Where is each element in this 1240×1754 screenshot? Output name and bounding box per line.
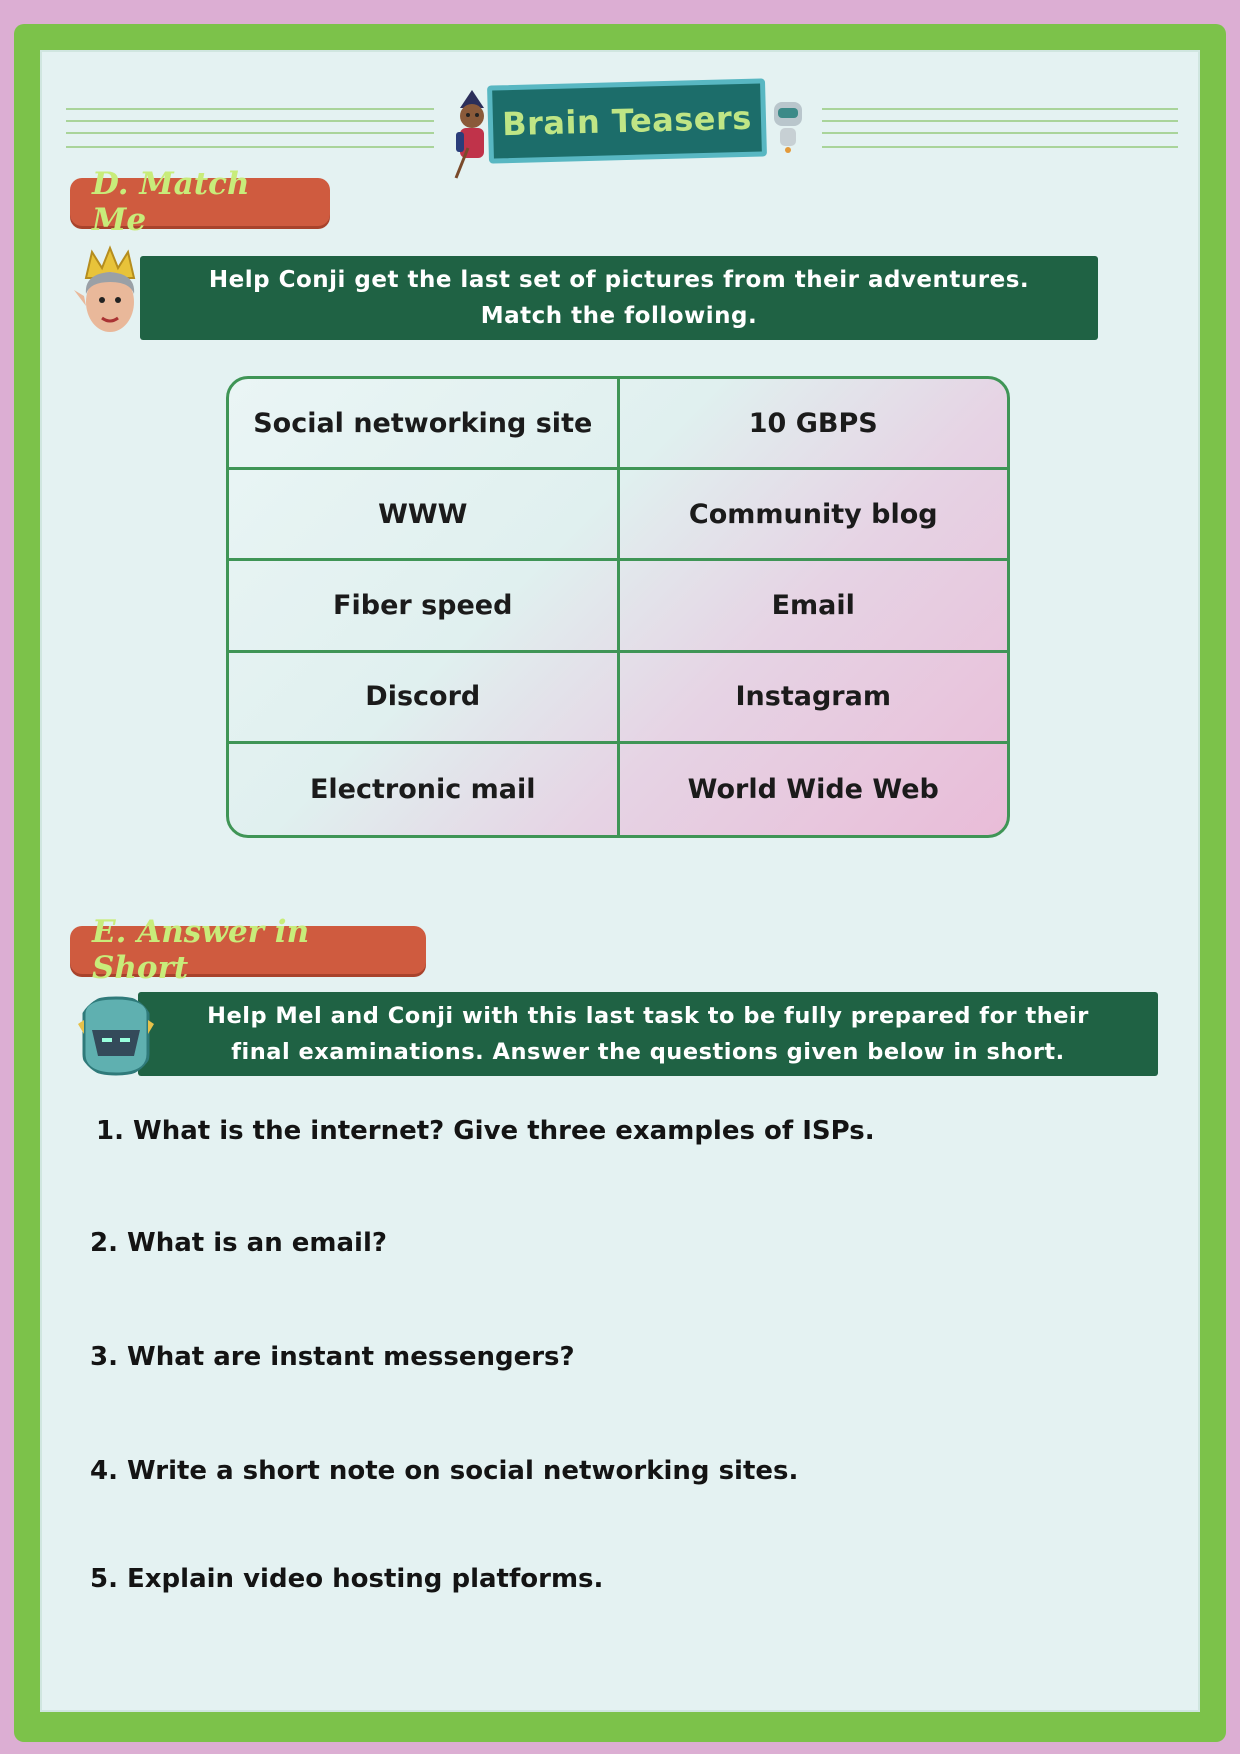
match-left-item: WWW bbox=[229, 470, 620, 558]
robot-mask-icon bbox=[76, 994, 156, 1078]
match-right-item: 10 GBPS bbox=[748, 407, 878, 439]
conji-character-icon bbox=[70, 244, 150, 344]
match-right-item: Community blog bbox=[688, 498, 938, 530]
question-item: 2. What is an email? bbox=[90, 1228, 387, 1258]
match-left-item: Fiber speed bbox=[229, 561, 620, 649]
section-e-instruction bbox=[138, 992, 1158, 1076]
section-e-instruction-line2: final examinations. Answer the questions given below in short. bbox=[231, 1039, 1065, 1065]
question-item: 1. What is the internet? Give three examples of ISPs. bbox=[96, 1116, 875, 1146]
match-row bbox=[229, 744, 1007, 835]
match-right-item: Instagram bbox=[735, 681, 891, 713]
robot-character-icon bbox=[768, 98, 808, 154]
question-item: 5. Explain video hosting platforms. bbox=[90, 1564, 604, 1594]
match-row bbox=[229, 470, 1007, 561]
section-d-instruction bbox=[140, 256, 1098, 340]
match-right-item: Email bbox=[771, 589, 855, 621]
header-lines-right bbox=[822, 108, 1178, 148]
match-row bbox=[229, 561, 1007, 652]
section-e-heading: E. Answer in Short bbox=[70, 926, 426, 974]
header-lines-left bbox=[66, 108, 434, 148]
page-title: Brain Teasers bbox=[501, 98, 753, 144]
question-item: 4. Write a short note on social networking sites. bbox=[90, 1456, 799, 1486]
match-row bbox=[229, 653, 1007, 744]
match-left-item: Electronic mail bbox=[229, 744, 620, 835]
section-d-heading: D. Match Me bbox=[70, 178, 330, 226]
section-d-instruction-line1: Help Conji get the last set of pictures from their adventures. bbox=[208, 267, 1030, 293]
match-row bbox=[229, 379, 1007, 470]
section-d-instruction-line2: Match the following. bbox=[480, 303, 758, 329]
match-left-item: Discord bbox=[229, 653, 620, 741]
match-right-item: World Wide Web bbox=[687, 773, 939, 805]
section-e-instruction-line1: Help Mel and Conji with this last task to be fully prepared for their bbox=[207, 1003, 1089, 1029]
question-item: 3. What are instant messengers? bbox=[90, 1342, 575, 1372]
match-table bbox=[226, 376, 1010, 838]
title-banner bbox=[487, 78, 767, 163]
match-left-item: Social networking site bbox=[229, 379, 620, 467]
